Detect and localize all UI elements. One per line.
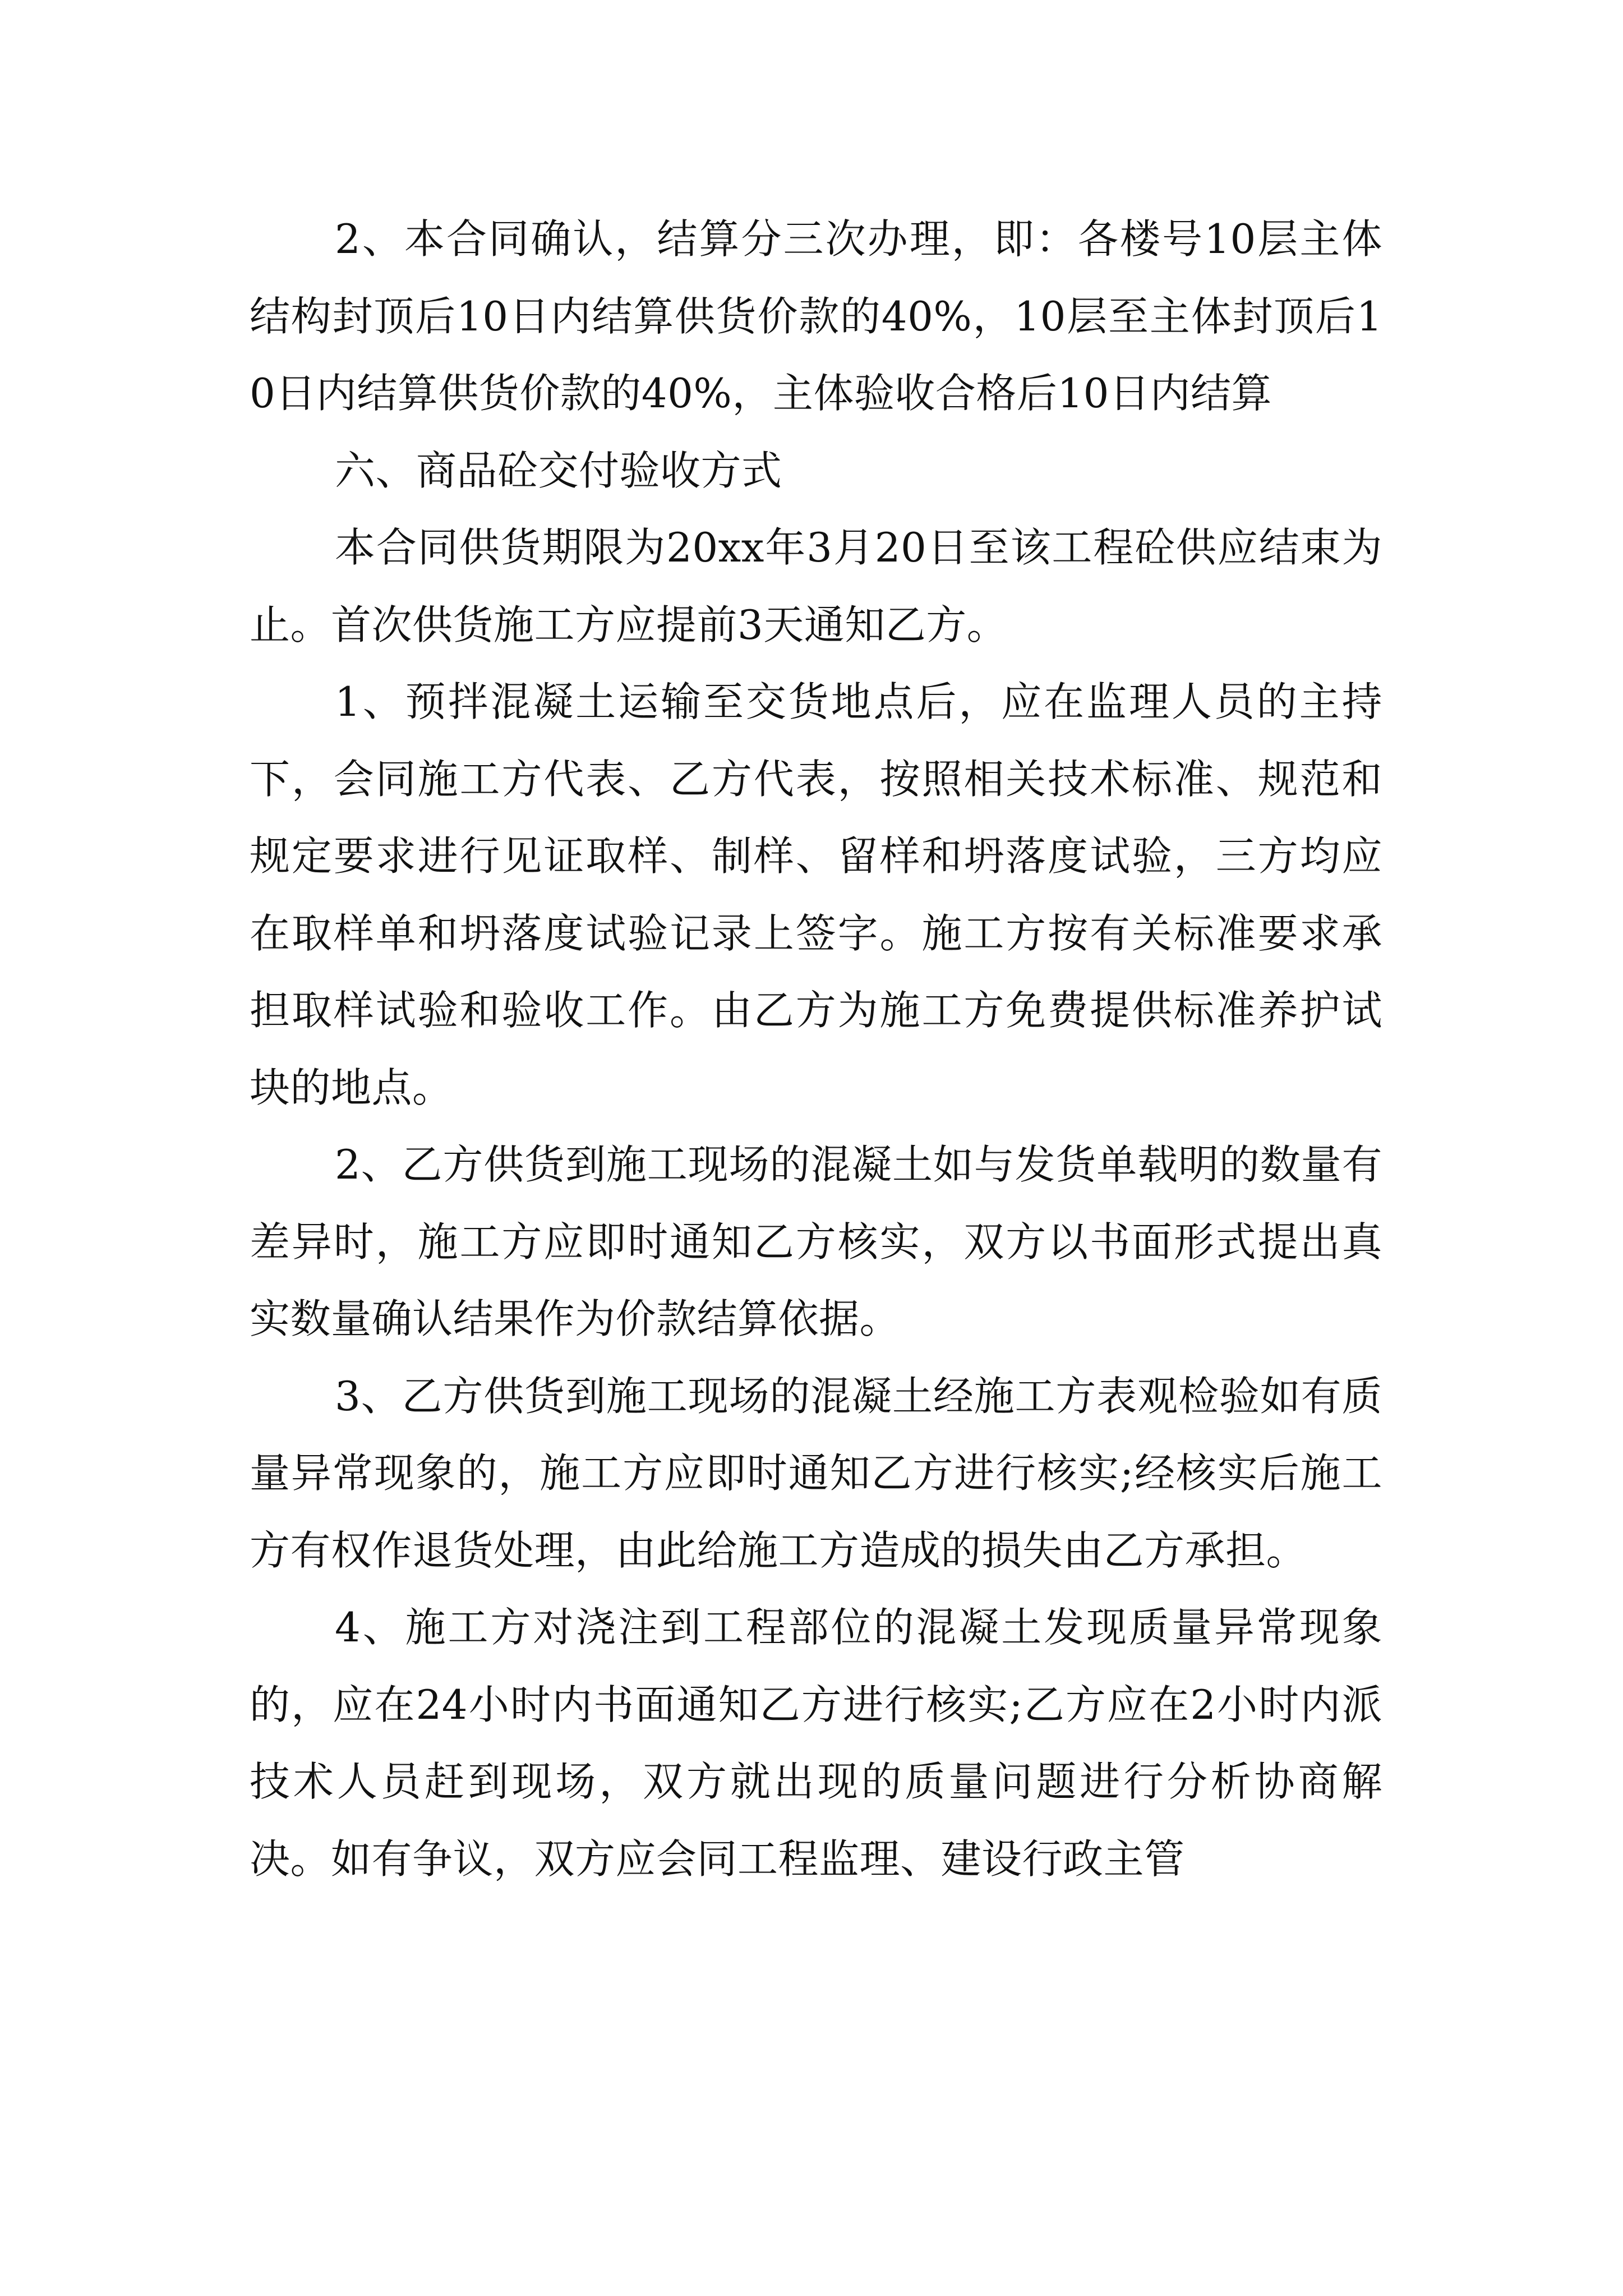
paragraph-settlement: 2、本合同确认，结算分三次办理，即：各楼号10层主体结构封顶后10日内结算供货价款的40%，10层至主体封顶后10日内结算供货价款的40%，主体验收合格后10日内结算 [250, 215, 1382, 417]
document-body [250, 201, 1382, 1898]
paragraph-clause-1: 1、预拌混凝土运输至交货地点后，应在监理人员的主持下，会同施工方代表、乙方代表，按照相关技术标准、规范和规定要求进行见证取样、制样、留样和坍落度试验，三方均应在取样单和坍落度试验记录上签字。施工方按有关标准要求承担取样试验和验收工作。由乙方为施工方免费提供标准养护试块的地点。 [250, 678, 1382, 1111]
section-heading-delivery-acceptance: 六、商品砼交付验收方式 [335, 447, 782, 494]
paragraph-clause-3: 3、乙方供货到施工现场的混凝土经施工方表观检验如有质量异常现象的，施工方应即时通知乙方进行核实;经核实后施工方有权作退货处理，由此给施工方造成的损失由乙方承担。 [250, 1372, 1382, 1574]
paragraph-clause-2: 2、乙方供货到施工现场的混凝土如与发货单载明的数量有差异时，施工方应即时通知乙方核实，双方以书面形式提出真实数量确认结果作为价款结算依据。 [250, 1141, 1382, 1342]
paragraph-supply-period: 本合同供货期限为20xx年3月20日至该工程砼供应结束为止。首次供货施工方应提前3天通知乙方。 [250, 524, 1382, 648]
paragraph-clause-4: 4、施工方对浇注到工程部位的混凝土发现质量异常现象的，应在24小时内书面通知乙方进行核实;乙方应在2小时内派技术人员赶到现场，双方就出现的质量问题进行分析协商解决。如有争议，双方应会同工程监理、建设行政主管 [250, 1604, 1382, 1883]
